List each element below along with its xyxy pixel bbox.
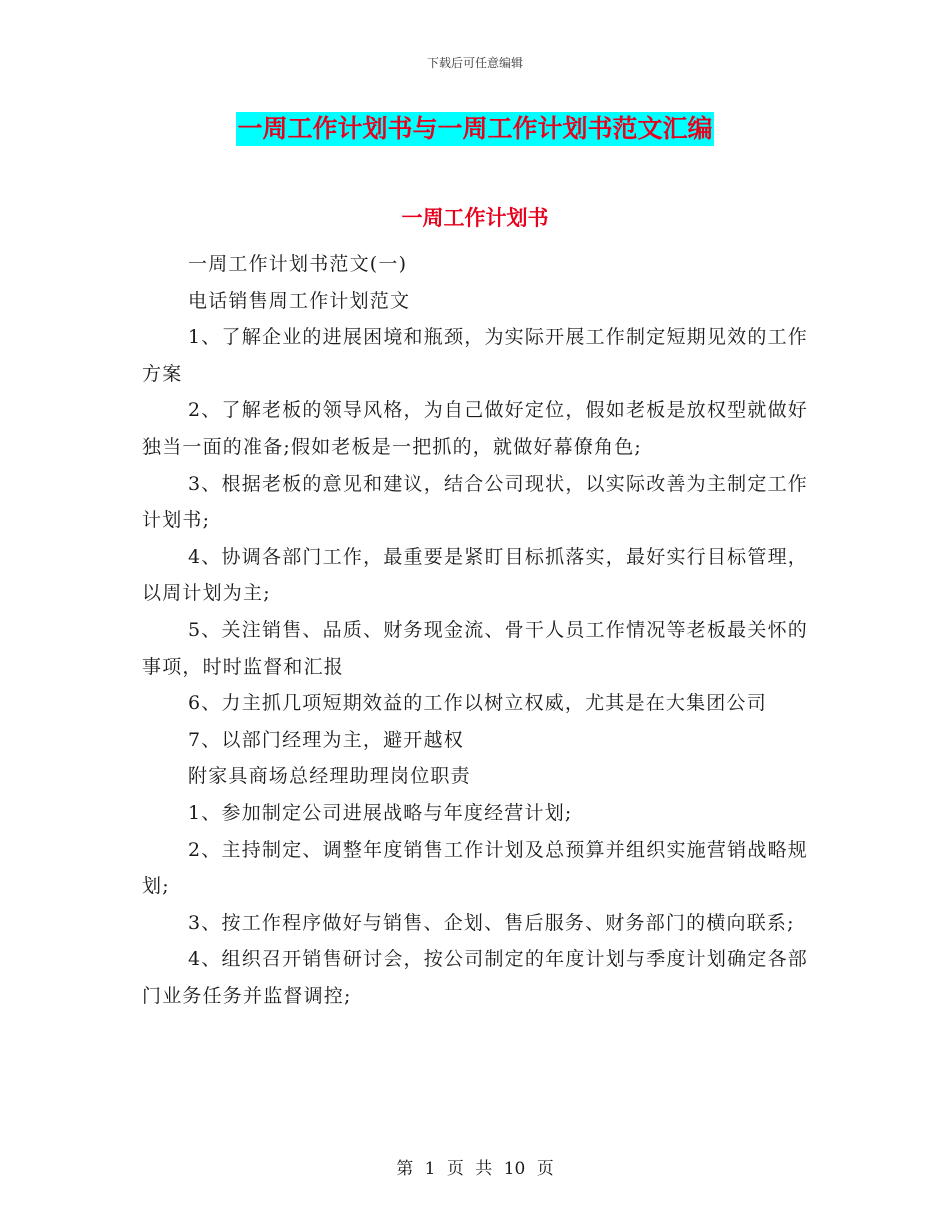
paragraph: 2、了解老板的领导风格，为自己做好定位，假如老板是放权型就做好独当一面的准备;假如老板是一把抓的，就做好幕僚角色; [142,399,808,458]
paragraph: 6、力主抓几项短期效益的工作以树立权威，尤其是在大集团公司 [188,692,767,715]
paragraph: 附家具商场总经理助理岗位职责 [188,765,471,788]
paragraph: 3、根据老板的意见和建议，结合公司现状，以实际改善为主制定工作计划书; [142,472,808,532]
paragraph: 电话销售周工作计划范文 [188,289,411,312]
document-body [142,246,808,1014]
section-title: 一周工作计划书 [401,206,549,230]
main-title-container [0,112,950,146]
page-footer: 第 1 页 共 10 页 [396,1159,554,1179]
page-header-note: 下载后可任意编辑 [426,56,523,70]
paragraph: 4、组织召开销售研讨会，按公司制定的年度计划与季度计划确定各部门业务任务并监督调控; [142,948,808,1007]
paragraph: 一周工作计划书范文(一) [188,253,408,275]
paragraph: 1、了解企业的进展困境和瓶颈，为实际开展工作制定短期见效的工作方案 [142,326,808,385]
paragraph: 2、主持制定、调整年度销售工作计划及总预算并组织实施营销战略规划; [142,838,808,898]
paragraph: 3、按工作程序做好与销售、企划、售后服务、财务部门的横向联系; [188,911,795,934]
main-title: 一周工作计划书与一周工作计划书范文汇编 [236,112,713,146]
paragraph: 5、关注销售、品质、财务现金流、骨干人员工作情况等老板最关怀的事项，时时监督和汇报 [142,618,808,678]
paragraph: 7、以部门经理为主，避开越权 [188,728,464,751]
paragraph: 1、参加制定公司进展战略与年度经营计划; [188,801,573,824]
paragraph: 4、协调各部门工作，最重要是紧盯目标抓落实，最好实行目标管理，以周计划为主; [142,545,808,605]
